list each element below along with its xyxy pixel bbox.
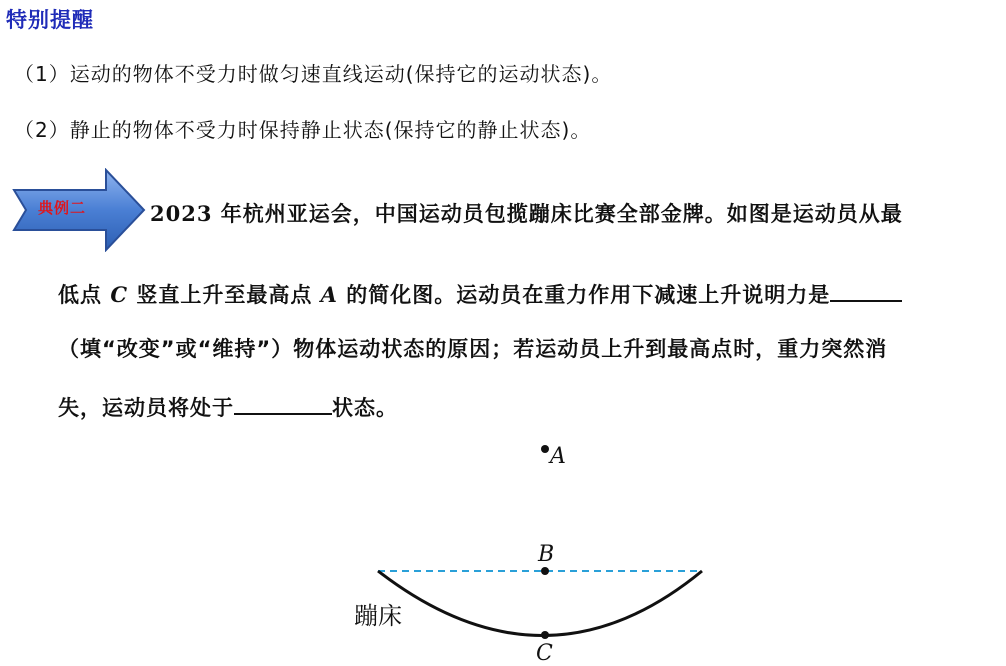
- point-b-label: B: [538, 542, 555, 567]
- point-a-ref: A: [320, 282, 338, 307]
- example-badge-arrow-icon: [10, 168, 148, 252]
- question-line-4: [58, 391, 398, 422]
- question-line-2: [58, 278, 902, 309]
- point-b-dot: [541, 567, 549, 575]
- point-c-ref: C: [110, 282, 129, 307]
- question-text-4a: 失，运动员将处于: [58, 396, 234, 420]
- answer-blank-1[interactable]: [830, 278, 902, 302]
- question-text-2b: 竖直上升至最高点: [128, 283, 321, 307]
- tip-1: （1）运动的物体不受力时做匀速直线运动(保持它的运动状态)。: [14, 62, 613, 86]
- trampoline-label: 蹦床: [354, 602, 402, 630]
- question-line-1: [150, 198, 903, 228]
- example-badge-label: 典例二: [38, 199, 87, 217]
- answer-blank-2[interactable]: [234, 391, 332, 415]
- question-text-2a: 低点: [58, 283, 111, 307]
- section-heading: 特别提醒: [6, 8, 94, 32]
- question-text-2c: 的简化图。运动员在重力作用下减速上升说明力是: [337, 283, 831, 307]
- point-c-label: C: [536, 641, 553, 666]
- point-c-dot: [541, 631, 549, 639]
- trampoline-diagram: [340, 430, 740, 666]
- point-a-dot: [541, 445, 549, 453]
- year-value: 2023: [150, 201, 213, 226]
- question-text-4b: 状态。: [332, 396, 398, 420]
- tip-2: （2）静止的物体不受力时保持静止状态(保持它的静止状态)。: [14, 118, 592, 142]
- point-a-label: A: [550, 444, 566, 469]
- question-text-1: 年杭州亚运会，中国运动员包揽蹦床比赛全部金牌。如图是运动员从最: [212, 202, 903, 226]
- question-line-3: （填“改变”或“维持”）物体运动状态的原因；若运动员上升到最高点时，重力突然消: [58, 337, 888, 361]
- trampoline-curve: [378, 571, 702, 636]
